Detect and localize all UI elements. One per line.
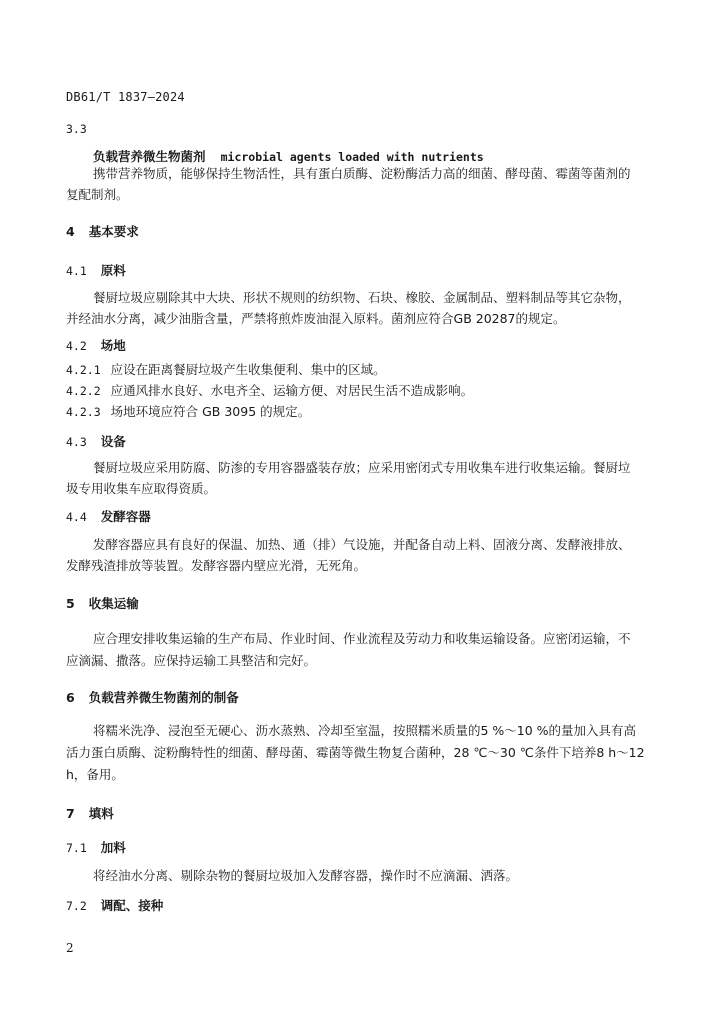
section-number: 7.1 xyxy=(66,841,87,855)
paragraph-line: 活力蛋白质酶、淀粉酶特性的细菌、酵母菌、霉菌等微生物复合菌种，28 ℃～30 ℃条件下培养8 h～12 xyxy=(66,745,645,760)
paragraph-line: 发酵容器应具有良好的保温、加热、通（排）气设施，并配备自动上料、固液分离、发酵液排放、 xyxy=(93,537,631,552)
section-number: 7.2 xyxy=(66,899,87,913)
list-item xyxy=(66,400,310,424)
section-number: 7 xyxy=(66,806,75,821)
section-title: 场地 xyxy=(100,338,126,353)
section-number: 4.4 xyxy=(66,510,87,524)
section-number: 4.2 xyxy=(66,339,87,353)
section-4-1-heading xyxy=(66,261,126,279)
section-title: 收集运输 xyxy=(88,596,139,611)
section-4-heading xyxy=(66,222,139,240)
section-title: 负载营养微生物菌剂的制备 xyxy=(88,690,239,705)
item-number: 4.2.3 xyxy=(66,405,101,419)
paragraph-line: 应合理安排收集运输的生产布局、作业时间、作业流程及劳动力和收集运输设备。应密闭运输，不 xyxy=(93,631,631,646)
section-3-3-number: 3.3 xyxy=(66,122,87,136)
item-text: 场地环境应符合 GB 3095 的规定。 xyxy=(110,404,311,419)
item-text: 应通风排水良好、水电齐全、运输方便、对居民生活不造成影响。 xyxy=(110,383,474,398)
section-4-3-heading xyxy=(66,432,126,450)
item-text: 应设在距离餐厨垃圾产生收集便利、集中的区域。 xyxy=(110,362,386,377)
section-title: 设备 xyxy=(100,434,126,449)
term-english: microbial agents loaded with nutrients xyxy=(220,150,484,164)
section-title: 填料 xyxy=(88,806,114,821)
section-title: 调配、接种 xyxy=(100,898,164,913)
term-chinese: 负载营养微生物菌剂 xyxy=(93,149,206,164)
paragraph-line: 圾专用收集车应取得资质。 xyxy=(66,481,217,496)
section-number: 5 xyxy=(66,596,75,611)
page-number: 2 xyxy=(66,941,74,955)
section-number: 4.1 xyxy=(66,264,87,278)
definition-line-1: 携带营养物质，能够保持生物活性，具有蛋白质酶、淀粉酶活力高的细菌、酵母菌、霉菌等菌剂的 xyxy=(93,166,631,181)
paragraph-line: h，备用。 xyxy=(66,767,124,782)
section-6-heading xyxy=(66,688,239,706)
section-7-heading xyxy=(66,804,114,822)
section-number: 4 xyxy=(66,224,75,239)
section-4-2-heading xyxy=(66,336,126,354)
item-number: 4.2.1 xyxy=(66,363,101,377)
paragraph-line: 餐厨垃圾应剔除其中大块、形状不规则的纺织物、石块、橡胶、金属制品、塑料制品等其它杂物， xyxy=(93,290,631,305)
definition-line-2: 复配制剂。 xyxy=(66,187,129,202)
paragraph-line: 餐厨垃圾应采用防腐、防渗的专用容器盛装存放；应采用密闭式专用收集车进行收集运输。餐厨垃 xyxy=(93,460,631,475)
paragraph-line: 将糯米洗净、浸泡至无硬心、沥水蒸熟、冷却至室温，按照糯米质量的5 %～10 %的量加入具有高 xyxy=(93,723,637,738)
document-code: DB61/T 1837—2024 xyxy=(66,90,185,104)
paragraph-line: 应滴漏、撒落。应保持运输工具整洁和完好。 xyxy=(66,653,317,668)
section-title: 原料 xyxy=(100,263,126,278)
section-title: 加料 xyxy=(100,840,126,855)
section-title: 发酵容器 xyxy=(100,509,151,524)
section-number: 4.3 xyxy=(66,435,87,449)
section-7-2-heading xyxy=(66,896,163,914)
section-5-heading xyxy=(66,594,139,612)
paragraph-line: 并经油水分离，减少油脂含量，严禁将煎炸废油混入原料。菌剂应符合GB 20287的规定。 xyxy=(66,311,566,326)
paragraph-line: 将经油水分离、剔除杂物的餐厨垃圾加入发酵容器，操作时不应滴漏、洒落。 xyxy=(93,868,519,883)
item-number: 4.2.2 xyxy=(66,384,101,398)
section-title: 基本要求 xyxy=(88,224,139,239)
paragraph-line: 发酵残渣排放等装置。发酵容器内壁应光滑，无死角。 xyxy=(66,558,367,573)
section-7-1-heading xyxy=(66,838,126,856)
section-number: 6 xyxy=(66,690,75,705)
section-4-4-heading xyxy=(66,507,151,525)
